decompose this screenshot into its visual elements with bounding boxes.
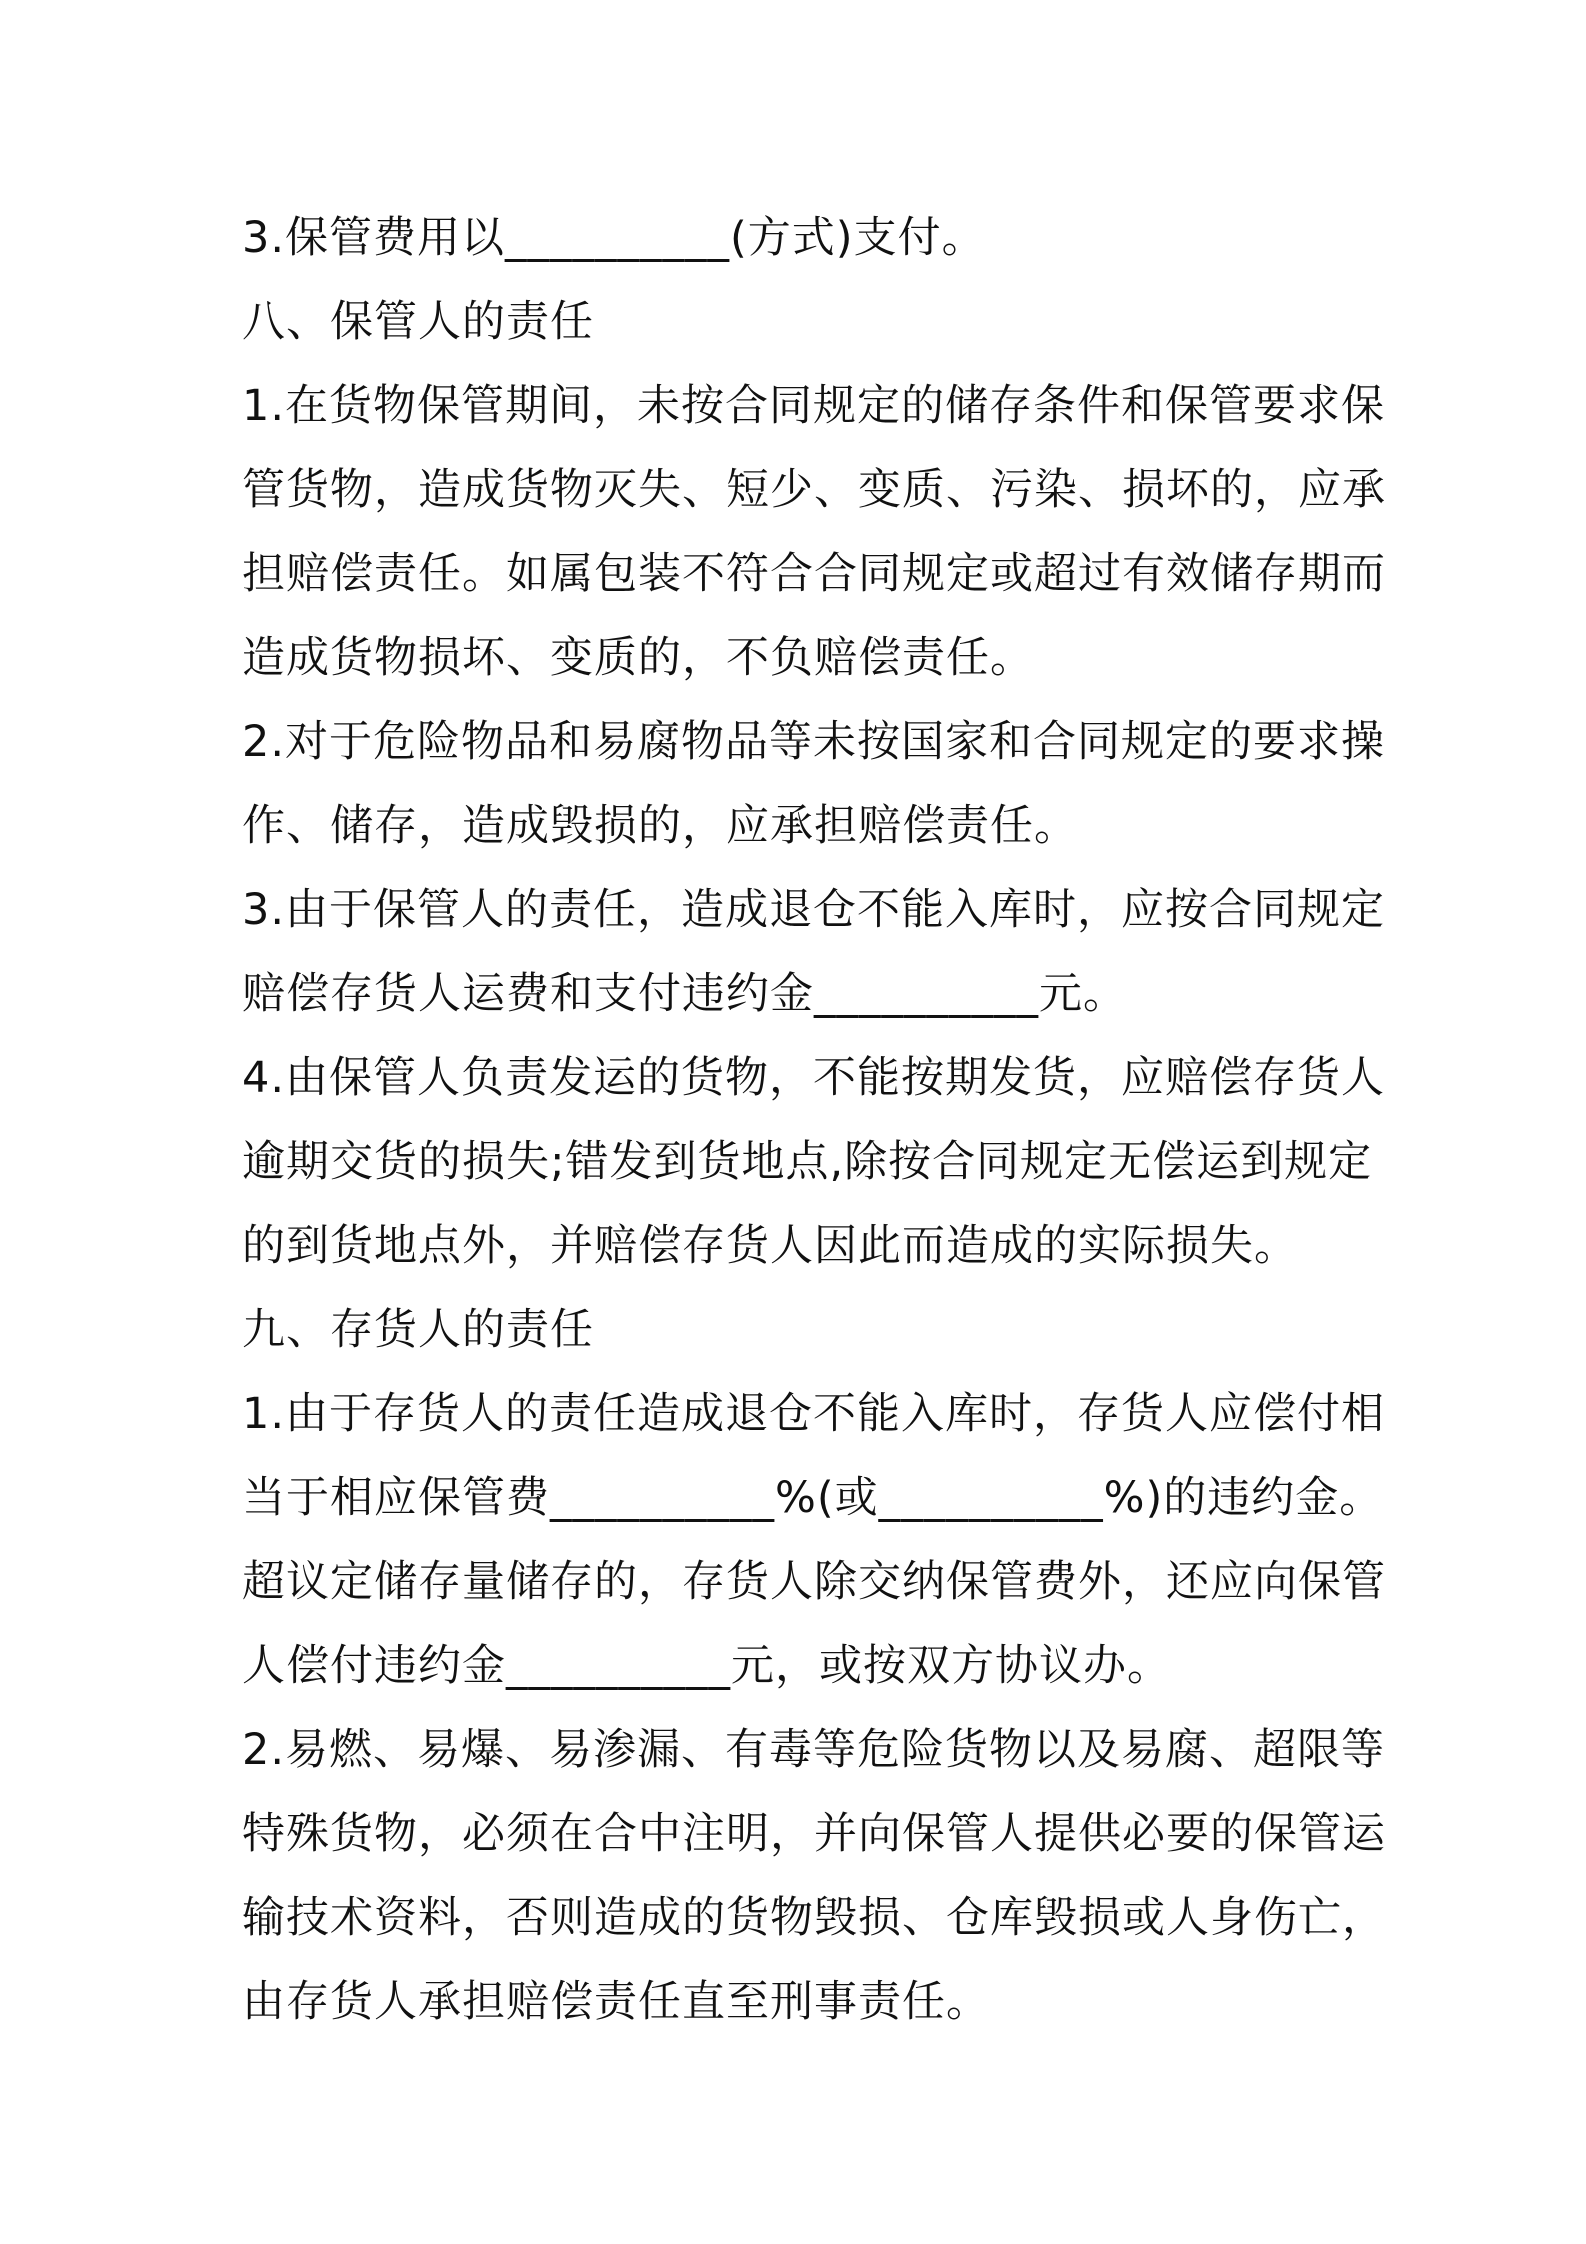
clause-8-4-line-2: 逾期交货的损失;错发到货地点,除按合同规定无偿运到规定 bbox=[242, 1137, 1373, 1187]
clause-9-1-line-4: 人偿付违约金__________元，或按双方协议办。 bbox=[242, 1641, 1171, 1691]
section-8-heading: 八、保管人的责任 bbox=[242, 297, 594, 347]
clause-8-4-line-3: 的到货地点外，并赔偿存货人因此而造成的实际损失。 bbox=[242, 1221, 1298, 1271]
clause-9-2-line-4: 由存货人承担赔偿责任直至刑事责任。 bbox=[242, 1977, 990, 2027]
clause-8-1-line-1: 1.在货物保管期间，未按合同规定的储存条件和保管要求保 bbox=[242, 381, 1386, 431]
document-body bbox=[242, 196, 1386, 2044]
clause-8-3-line-1: 3.由于保管人的责任，造成退仓不能入库时，应按合同规定 bbox=[242, 885, 1386, 935]
clause-8-2-line-2: 作、储存，造成毁损的，应承担赔偿责任。 bbox=[242, 801, 1078, 851]
section-9-heading: 九、存货人的责任 bbox=[242, 1305, 594, 1355]
clause-9-1-line-2: 当于相应保管费__________%(或__________%)的违约金。 bbox=[242, 1473, 1384, 1523]
clause-9-2-line-2: 特殊货物，必须在合中注明，并向保管人提供必要的保管运 bbox=[242, 1809, 1386, 1859]
clause-8-4-line-1: 4.由保管人负责发运的货物，不能按期发货，应赔偿存货人 bbox=[242, 1053, 1386, 1103]
clause-8-1-line-4: 造成货物损坏、变质的，不负赔偿责任。 bbox=[242, 633, 1034, 683]
clause-9-1-line-1: 1.由于存货人的责任造成退仓不能入库时，存货人应偿付相 bbox=[242, 1389, 1386, 1439]
clause-8-3-line-2: 赔偿存货人运费和支付违约金__________元。 bbox=[242, 969, 1127, 1019]
clause-8-1-line-2: 管货物，造成货物灭失、短少、变质、污染、损坏的，应承 bbox=[242, 465, 1386, 515]
clause-9-1-line-3: 超议定储存量储存的，存货人除交纳保管费外，还应向保管 bbox=[242, 1557, 1386, 1607]
clause-9-2-line-3: 输技术资料，否则造成的货物毁损、仓库毁损或人身伤亡， bbox=[242, 1893, 1386, 1943]
clause-8-2-line-1: 2.对于危险物品和易腐物品等未按国家和合同规定的要求操 bbox=[242, 717, 1386, 767]
clause-9-2-line-1: 2.易燃、易爆、易渗漏、有毒等危险货物以及易腐、超限等 bbox=[242, 1725, 1386, 1775]
clause-8-1-line-3: 担赔偿责任。如属包装不符合合同规定或超过有效储存期而 bbox=[242, 549, 1386, 599]
clause-7-3-line: 3.保管费用以__________(方式)支付。 bbox=[242, 213, 986, 263]
